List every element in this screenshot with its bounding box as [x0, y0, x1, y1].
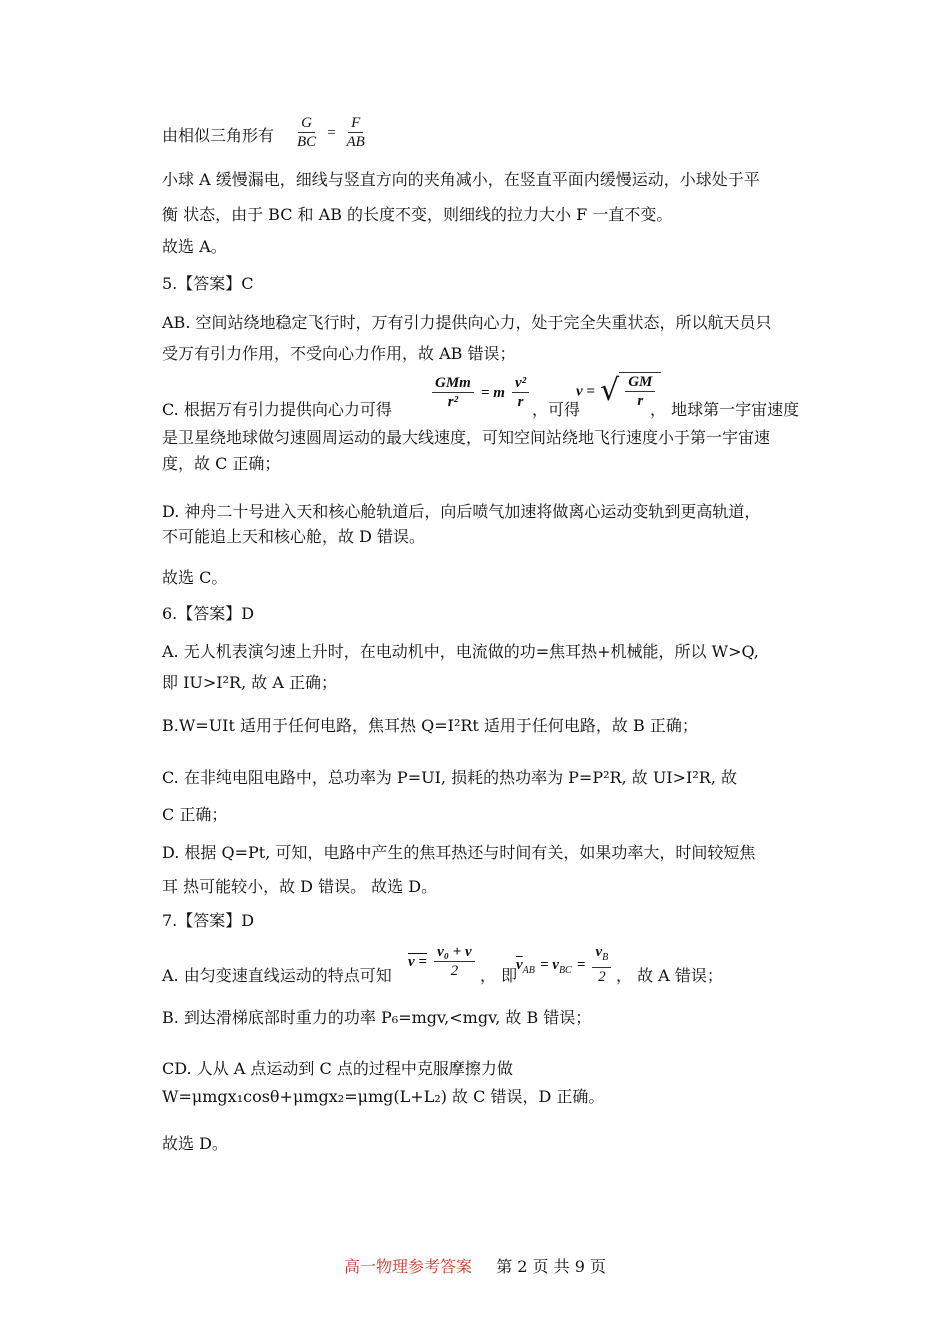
text-similar-triangle: 由相似三角形有	[162, 126, 275, 145]
text-line: 故选 A。	[162, 237, 227, 256]
text-line	[162, 126, 274, 146]
segment-velocity-formula	[516, 943, 613, 986]
text-line: CD. 人从 A 点运动到 C 点的过程中克服摩擦力做	[162, 1059, 513, 1078]
ratio-formula	[292, 114, 370, 151]
answer-heading-5: 5.【答案】C	[162, 274, 254, 293]
text-line: B.W=UIt 适用于任何电路，焦耳热 Q=I²Rt 适用于任何电路，故 B 正确；	[162, 716, 698, 735]
text-line: 是卫星绕地球做匀速圆周运动的最大线速度，可知空间站绕地飞行速度小于第一宇宙速	[162, 428, 771, 447]
text-line: 耳 热可能较小，故 D 错误。 故选 D。	[162, 877, 438, 896]
fraction	[432, 374, 474, 411]
text-line: 即 IU>I²R, 故 A 正确；	[162, 673, 337, 692]
subscript: BC	[558, 965, 572, 977]
denominator: AB	[346, 134, 365, 150]
equals-sign: = m	[480, 385, 505, 401]
denominator: BC	[297, 134, 317, 150]
denominator: 2	[450, 963, 459, 979]
page-number: 第 2 页 共 9 页	[496, 1257, 606, 1276]
velocity-formula	[576, 372, 661, 410]
numerator: GMm	[432, 374, 474, 393]
velocity-lhs: v =	[576, 383, 595, 400]
text-line: D. 神舟二十号进入天和核心舱轨道后，向后喷气加速将做离心运动变轨到更高轨道，	[162, 502, 761, 521]
page-footer	[0, 1254, 950, 1277]
text-line: A. 无人机表演匀速上升时，在电动机中，电流做的功=焦耳热+机械能，所以 W>Q,	[162, 642, 759, 661]
denominator: r	[517, 394, 524, 410]
fraction	[434, 943, 475, 980]
answer-heading-6: 6.【答案】D	[162, 604, 255, 623]
numerator: v	[595, 944, 603, 960]
subscript: B	[602, 952, 609, 963]
average-velocity-formula	[408, 943, 477, 980]
fraction	[343, 114, 367, 151]
text-line: D. 根据 Q=Pt, 可知，电路中产生的焦耳热还与时间有关，如果功率大，时间较短焦	[162, 843, 756, 862]
text-line: C 正确；	[162, 805, 228, 824]
text-line: ， 即	[480, 966, 518, 985]
avg-lhs: v =	[408, 954, 427, 970]
fraction	[294, 114, 319, 151]
numerator: v₀ + v	[434, 943, 475, 962]
radical-sign-icon: √	[600, 373, 620, 408]
numerator: GM	[625, 373, 655, 392]
text-line: 度，故 C 正确；	[162, 454, 281, 473]
answer-heading-7: 7.【答案】D	[162, 911, 255, 930]
numerator: F	[348, 114, 363, 133]
text-line: 受万有引力作用，不受向心力作用，故 AB 错误；	[162, 344, 516, 363]
text-line: 故选 C。	[162, 568, 228, 587]
fraction	[512, 374, 529, 411]
text-line: 小球 A 缓慢漏电，细线与竖直方向的夹角减小，在竖直平面内缓慢运动，小球处于平	[162, 170, 760, 189]
v-ab: $\overline{v}$	[516, 957, 523, 973]
text-line: ， 地球第一宇宙速度	[650, 400, 800, 419]
gravity-formula	[430, 374, 531, 411]
equals-sign: =	[576, 957, 586, 973]
equals-sign: = v	[539, 957, 559, 973]
text-line: C. 根据万有引力提供向心力可得	[162, 400, 392, 419]
denominator: r	[637, 393, 644, 409]
text-line: A. 由匀变速直线运动的特点可知	[162, 966, 392, 985]
text-line: W=μmgx₁cosθ+μmgx₂=μmg(L+L₂) 故 C 错误，D 正确。	[162, 1087, 605, 1106]
denominator: 2	[598, 969, 606, 985]
subscript: AB	[522, 965, 535, 977]
footer-title: 高一物理参考答案	[344, 1257, 473, 1276]
equals-sign: =	[326, 125, 337, 141]
text-line: AB. 空间站绕地稳定飞行时，万有引力提供向心力，处于完全失重状态，所以航天员只	[162, 313, 772, 332]
numerator: v²	[512, 374, 529, 393]
text-line: 故选 D。	[162, 1134, 228, 1153]
text-line: ，可得	[532, 400, 581, 419]
denominator: r²	[447, 394, 459, 410]
text-line: ， 故 A 错误；	[616, 966, 723, 985]
numerator: G	[298, 114, 315, 133]
fraction	[592, 943, 611, 986]
text-line: 衡 状态，由于 BC 和 AB 的长度不变，则细线的拉力大小 F 一直不变。	[162, 205, 673, 224]
text-line: C. 在非纯电阻电路中，总功率为 P=UI, 损耗的热功率为 P=P²R, 故 UI>I²R, 故	[162, 768, 737, 787]
text-line: 不可能追上天和核心舱，故 D 错误。	[162, 527, 426, 546]
text-line: B. 到达滑梯底部时重力的功率 P₆=mgv,<mgv, 故 B 错误；	[162, 1008, 592, 1027]
